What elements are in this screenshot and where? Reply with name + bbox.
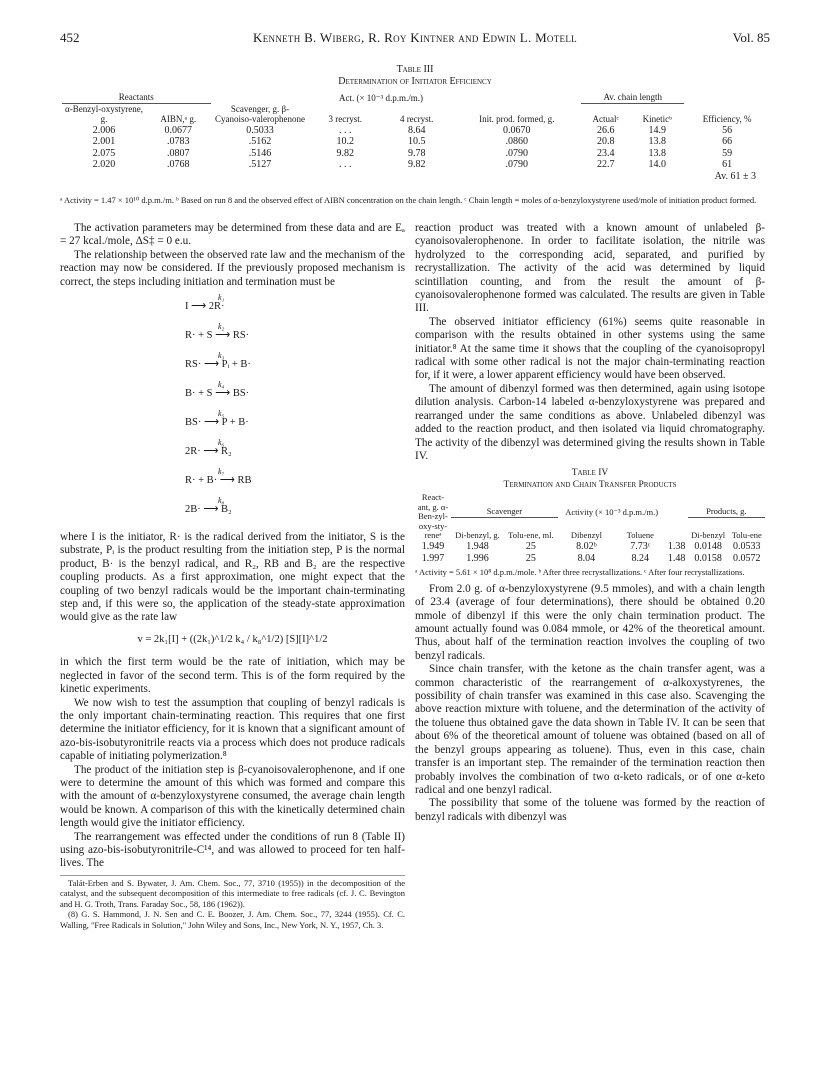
table3-cell: 22.7 xyxy=(596,159,615,170)
table4-header-products: Products, g. xyxy=(688,493,765,517)
table3-header-scavenger: Scavenger, g. β-Cyanoiso-valerophenone xyxy=(215,103,305,124)
table4-cell: 25 xyxy=(525,552,536,564)
table3 xyxy=(62,92,770,182)
table4-header-act-dibenzyl: Dibenzyl xyxy=(570,530,602,541)
table3-header-benzyloxystyrene: α-Benzyl-oxystyrene, g. xyxy=(65,103,143,124)
table3-cell: .0790 xyxy=(505,159,528,170)
table4-cell: 8.24 xyxy=(631,552,649,564)
paragraph: The possibility that some of the toluene was formed by the reaction of benzyl radicals with dibenzyl was xyxy=(415,797,765,823)
table3-header-act4: 4 recryst. xyxy=(399,114,434,124)
reaction-equation: 2B· ⟶ B₂ xyxy=(185,504,232,516)
table3-cell: 61 xyxy=(722,159,733,170)
volume-label: Vol. 85 xyxy=(732,30,770,45)
table4-cell: 0.0533 xyxy=(733,540,761,552)
table3-cell: 2.075 xyxy=(92,147,116,159)
paragraph: The amount of dibenzyl formed was then determined, again using isotope dilution analysis. Carbon-14 labeled α-benzyloxystyrene was prepared and rearranged under the same conditions as above. Unlabeled dibenzyl was added to the reaction product, and then isolated via liquid chromatography. The activity of the dibenzyl was determined giving the results shown in Table IV. xyxy=(415,382,765,462)
table3-cell: 0.5033 xyxy=(246,124,274,136)
running-header xyxy=(60,30,770,50)
table4-cell: 0.0148 xyxy=(694,540,722,552)
paragraph: The relationship between the observed rate law and the mechanism of the reaction may now be considered. If the previously proposed mechanism is correct, the steps including initiation and termination must be xyxy=(60,248,405,288)
table4-cell: 1.48 xyxy=(667,552,686,564)
table3-header-aibn: AIBN,ᵃ g. xyxy=(160,114,197,124)
table4-cell: 1.997 xyxy=(421,552,445,564)
reaction-step xyxy=(185,496,232,516)
table3-cell: .0860 xyxy=(505,136,528,147)
rate-constant-label: k₁ xyxy=(218,293,225,303)
paragraph: From 2.0 g. of α-benzyloxystyrene (9.5 mmoles), and with a chain length of 23.4 (average of four determinations), there should be obtained 0.20 mmole of dibenzyl if this were the only chain termination product. The amount actually found was 0.084 mmole, or 42% of the theoretical amount. Thus, about half of the termination reaction involves the coupling of two benzyl radicals. xyxy=(415,582,765,662)
rate-constant-label: k₇ xyxy=(218,467,225,477)
reaction-scheme xyxy=(60,289,405,529)
table4-header-activity: Activity (× 10⁻³ d.p.m./m.) xyxy=(565,506,659,517)
reaction-step xyxy=(185,438,232,458)
table3-group-reactants: Reactants xyxy=(62,92,211,103)
table4-label: Table IV xyxy=(571,468,609,479)
table3-cell: 2.006 xyxy=(92,124,116,136)
reaction-equation: I ⟶ 2R· xyxy=(185,301,225,313)
table4-header-prod-toluene: Tolu-ene xyxy=(731,530,762,541)
table4-cell: 1.948 xyxy=(466,540,489,552)
table4-header-scavenger: Scavenger xyxy=(451,493,558,517)
table3-cell: 9.82 xyxy=(407,159,426,170)
table3-cell: 14.0 xyxy=(648,159,667,170)
table3-cell: .0768 xyxy=(167,159,190,170)
table4-cell: 8.02ᵇ xyxy=(576,540,597,552)
reaction-equation: R· + S ⟶ RS· xyxy=(185,330,250,342)
table4-header-act-toluene-blank xyxy=(666,493,688,541)
table3-cell: 0.0670 xyxy=(503,124,531,136)
table3-cell: 13.8 xyxy=(648,147,667,159)
table3-row xyxy=(62,159,770,171)
paragraph: The observed initiator efficiency (61%) seems quite reasonable in comparison with the results obtained in other systems using the same initiator.⁸ At the same time it shows that the coupling of the cyanoisopropyl radical with some other radical is not the major chain-terminating reaction for, if it were, a lower apparent efficiency would have been observed. xyxy=(415,315,765,382)
table4-cell: 1.949 xyxy=(421,540,445,552)
table3-average: Av. 61 ± 3 xyxy=(714,170,756,182)
paragraph: where I is the initiator, R· is the radical derived from the initiator, S is the substrate, Pᵢ is the product resulting from the initiation step, P is the normal product, B· is the benzyl radical, and R₂, RB and B₂ are the respective coupling products. As a first approximation, one might expect that the coupling of two benzyl radicals would be the important chain-terminating step and, if this were so, the application of the steady-state approximation would give as the rate law xyxy=(60,531,405,624)
rate-law-equation: v = 2k₁[I] + ((2k₁)^1/2 k₄ / k₈^1/2) [S][I]^1/2 xyxy=(137,633,328,645)
page-number: 452 xyxy=(60,30,80,45)
table3-header-initprod: Init. prod. formed, g. xyxy=(479,114,555,124)
table3-cell: 13.8 xyxy=(648,136,667,147)
table3-cell: 23.4 xyxy=(596,147,615,159)
table3-cell: . . . xyxy=(338,159,352,170)
table3-footnote: ᵃ Activity = 1.47 × 10¹⁰ d.p.m./m. ᵇ Based on run 8 and the observed effect of AIBN concentration on the chain length. ᶜ Chain length = moles of α-benzyloxystyrene used/mole of initiation product formed. xyxy=(60,195,757,205)
table4-cell: 25 xyxy=(525,540,536,552)
table3-cell: 56 xyxy=(722,124,733,136)
table3-header-kinetic: Kineticᵇ xyxy=(642,114,672,124)
table3-cell: 10.5 xyxy=(407,136,426,147)
table4-header-toluene-ml: Tolu-ene, ml. xyxy=(508,530,554,541)
table3-group-avchain: Av. chain length xyxy=(581,92,684,103)
table3-cell: .0807 xyxy=(167,147,190,159)
paragraph: The activation parameters may be determined from these data and are Eₐ = 27 kcal./mole, ΔS‡ = 0 e.u. xyxy=(60,222,405,248)
table4-cell: 1.38 xyxy=(667,540,686,552)
table4-cell: 7.73ᶜ xyxy=(630,540,651,552)
right-column xyxy=(415,222,765,824)
table3-row xyxy=(62,136,770,148)
left-column xyxy=(60,222,405,930)
rate-constant-label: k₆ xyxy=(218,438,225,448)
footnote: Talát-Erben and S. Bywater, J. Am. Chem. Soc., 77, 3710 (1955)) in the decomposition of the catalyst, and the subsequent decomposition of this intermediate to free radicals (cf. J. C. Bevington and H. G. Troth, Trans. Faraday Soc., 58, 186 (1962)). xyxy=(60,877,405,909)
table4-caption xyxy=(415,467,765,491)
table3-cell: 66 xyxy=(722,136,733,147)
table3-cell: 8.64 xyxy=(407,124,426,136)
table3-cell: 2.001 xyxy=(92,136,116,147)
reaction-equation: RS· ⟶ Pᵢ + B· xyxy=(185,359,251,371)
table4-footnote: ᵃ Activity = 5.61 × 10⁸ d.p.m./mole. ᵇ After three recrystallizations. ᶜ After four recrystallizations. xyxy=(415,566,745,577)
table3-cell: 20.8 xyxy=(596,136,615,147)
table3-header-act3: 3 recryst. xyxy=(328,114,362,124)
table3-cell: 2.020 xyxy=(92,159,116,170)
reaction-equation: R· + B· ⟶ RB xyxy=(185,475,252,487)
reaction-equation: 2R· ⟶ R₂ xyxy=(185,446,232,458)
table3-caption xyxy=(60,64,770,88)
table3-cell: .0783 xyxy=(167,136,190,147)
table4-header-dibenzyl-g: Di-benzyl, g. xyxy=(455,530,500,541)
paragraph: We now wish to test the assumption that coupling of benzyl radicals is the only important chain-terminating reaction. This requires that one first determine the initiator efficiency, for it is known that a significant amount of azo-bis-isobutyronitrile reacts via a process which does not produce radicals capable of initiating polymerization.⁸ xyxy=(60,696,405,763)
paragraph: in which the first term would be the rate of initiation, which may be neglected in favor of the second term. This is of the form required by the kinetic experiments. xyxy=(60,656,405,696)
table4-cell: 0.0158 xyxy=(694,552,722,564)
footnote: (8) G. S. Hammond, J. N. Sen and C. E. Boozer, J. Am. Chem. Soc., 77, 3244 (1955). Cf. C. Walling, "Free Radicals in Solution," John Wiley and Sons, Inc., New York, N. Y., 1957, Ch. 3. xyxy=(60,909,405,930)
table3-label: Table III xyxy=(396,64,434,75)
table3-cell: .5162 xyxy=(248,136,272,147)
table4-header-prod-dibenzyl: Di-benzyl xyxy=(691,530,726,541)
table3-row xyxy=(62,125,770,137)
table3-cell: . . . xyxy=(338,124,352,136)
table4-title: Termination and Chain Transfer Products xyxy=(503,480,677,491)
table3-cell: .5146 xyxy=(248,147,272,159)
paragraph: The product of the initiation step is β-cyanoisovalerophenone, and if one were to determine the amount of this which was formed and compare this with the amount of α-benzyloxystyrene consumed, the average chain length would be known. A comparison of this with the kinetically determined chain length would give the initiator efficiency. xyxy=(60,763,405,830)
table3-cell: 9.82 xyxy=(336,147,354,159)
table3-cell: .5127 xyxy=(248,159,272,170)
table4-cell: 1.996 xyxy=(466,552,489,564)
rate-constant-label: k₈ xyxy=(218,496,225,506)
reaction-equation: B· + S ⟶ BS· xyxy=(185,388,250,400)
table4-row xyxy=(415,553,765,565)
reaction-step xyxy=(185,409,249,429)
table3-cell: .0790 xyxy=(505,147,528,159)
paragraph: The rearrangement was effected under the conditions of run 8 (Table II) using azo-bis-isobutyronitrile-C¹⁴, and was allowed to proceed for ten half-lives. The xyxy=(60,830,405,870)
table3-cell: 14.9 xyxy=(648,124,667,136)
table3-header-actual: Actualᶜ xyxy=(592,114,619,124)
running-authors: Kenneth B. Wiberg, R. Roy Kintner and Edwin L. Motell xyxy=(253,30,577,45)
rate-constant-label: k₅ xyxy=(218,409,225,419)
reaction-step xyxy=(185,467,252,487)
table3-cell: 0.0677 xyxy=(164,124,192,136)
reaction-step xyxy=(185,351,251,371)
table3-cell: 10.2 xyxy=(336,136,354,147)
table4-cell: 0.0572 xyxy=(733,552,761,564)
reaction-step xyxy=(185,293,225,313)
table4 xyxy=(415,493,765,565)
table3-cell: 9.78 xyxy=(407,147,426,159)
table3-header-efficiency: Efficiency, % xyxy=(702,114,752,124)
table4-row xyxy=(415,541,765,553)
reaction-equation: BS· ⟶ P + B· xyxy=(185,417,249,429)
table4-header-act-toluene: Toluene xyxy=(626,530,654,541)
table3-header-activity: Act. (× 10⁻³ d.p.m./m.) xyxy=(338,92,423,103)
rate-constant-label: k₃ xyxy=(218,351,225,361)
table3-title: Determination of Initiator Efficiency xyxy=(338,76,492,87)
table4-cell: 8.04 xyxy=(577,552,596,564)
table3-cell: 26.6 xyxy=(596,124,615,136)
table3-row xyxy=(62,148,770,160)
paragraph: reaction product was treated with a known amount of unlabeled β-cyanoisovalerophenone. In order to facilitate isolation, the nitrile was hydrolyzed to the corresponding acid, separated, and purified by recrystallization. The activity of the acid was determined by liquid scintillation counting, and from the result the amount of β-cyanoisovalerophenone formed was calculated. The results are given in Table III. xyxy=(415,222,765,315)
table4-header-reactant: React-ant, g. α-Ben-zyl-oxy-sty-reneᵃ xyxy=(417,492,449,541)
rate-constant-label: k₂ xyxy=(218,322,225,332)
table3-cell: 59 xyxy=(722,147,733,159)
reaction-step xyxy=(185,322,250,342)
rate-constant-label: k₄ xyxy=(218,380,225,390)
footnotes xyxy=(60,875,405,931)
paragraph: Since chain transfer, with the ketone as the chain transfer agent, was a common characteristic of the rearrangement of α-alkoxystyrenes, the possibility of chain transfer was examined in this case also. Scavenging the above reaction mixture with toluene, and the determination of the activity of the toluene thus obtained gave the data shown in Table IV. It can be seen that about 6% of the theoretical amount of toluene was obtained (based on all of the benzyl groups appearing as toluene). Thus, even in this case, chain transfer is an important step. The remainder of the termination reaction then probably involves the combination of two α-keto radicals, or of one α-keto radical and one benzyl radical. xyxy=(415,663,765,796)
reaction-step xyxy=(185,380,250,400)
